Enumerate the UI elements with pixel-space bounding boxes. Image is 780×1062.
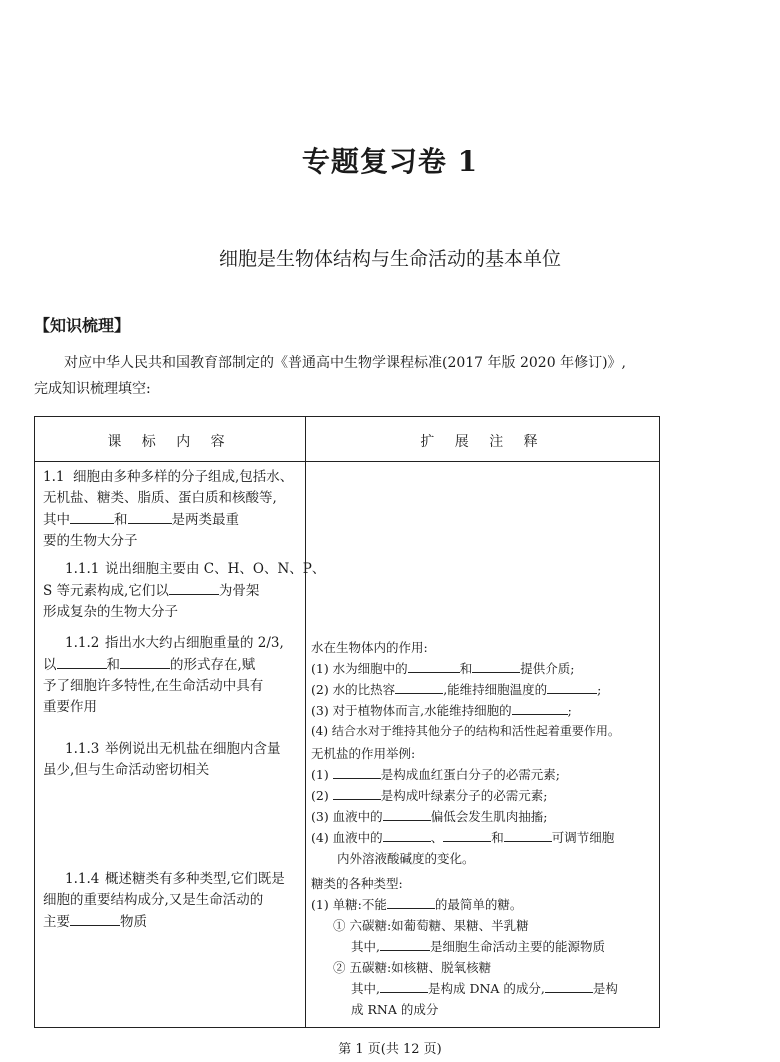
intro-line-2: 完成知识梳理填空: [34, 381, 151, 397]
fill-blank[interactable] [512, 700, 568, 715]
header-extended-notes: 扩 展 注 释 [420, 434, 546, 450]
page-subtitle: 细胞是生物体结构与生命活动的基本单位 [218, 248, 561, 270]
fill-blank[interactable] [395, 679, 443, 694]
intro-paragraph [34, 350, 754, 402]
fill-blank[interactable] [70, 911, 120, 926]
row-1-1-3-content: 1.1.3 举例说出无机盐在细胞内含量 虽少,但与生命活动密切相关 [43, 741, 281, 778]
fill-blank[interactable] [383, 827, 431, 842]
fill-blank[interactable] [383, 806, 431, 821]
fill-blank[interactable] [380, 978, 428, 993]
header-divider [35, 461, 659, 462]
intro-line-1: 对应中华人民共和国教育部制定的《普通高中生物学课程标准(2017 年版 2020 年修订)》, [64, 355, 626, 371]
fill-blank[interactable] [57, 654, 107, 669]
section-heading: 【知识梳理】 [34, 316, 131, 335]
fill-blank[interactable] [380, 936, 430, 951]
row-1-1-content: 1.1 细胞由多种多样的分子组成,包括水、 无机盐、糖类、脂质、蛋白质和核酸等, 其中 和 是两类最重 要的生物大分子 [43, 469, 294, 549]
fill-blank[interactable] [387, 894, 435, 909]
row-1-1-4-notes: 糖类的各种类型: (1) 单糖:不能 的最简单的糖。 ① 六碳糖:如葡萄糖、果糖、半乳糖 其中, 是细胞生命活动主要的能源物质 ② 五碳糖:如核糖、脱氧核糖 其中, 是构成 DNA 的成分, 是构 成 RNA 的成分 [311, 876, 618, 1017]
fill-blank[interactable] [408, 658, 460, 673]
fill-blank[interactable] [70, 509, 114, 524]
row-1-1-2-notes: 水在生物体内的作用: (1) 水为细胞中的 和 提供介质; (2) 水的比热容 ,能维持细胞温度的 ; (3) 对于植物体而言,水能维持细胞的 ; (4) 结合水对于维持其他分子的结构和活性起着重要作用。 [311, 640, 620, 738]
knowledge-table [34, 416, 660, 1028]
row-1-1-3-notes: 无机盐的作用举例: (1) 是构成血红蛋白分子的必需元素; (2) 是构成叶绿素分子的必需元素; (3) 血液中的 偏低会发生肌肉抽搐; (4) 血液中的 、 和 可调节细胞 内外溶液酸碱度的变化。 [311, 746, 615, 866]
fill-blank[interactable] [128, 509, 172, 524]
row-1-1-2-content: 1.1.2 指出水大约占细胞重量的 2/3, 以 和 的形式存在,赋 予了细胞许多特性,在生命活动中具有 重要作用 [43, 635, 284, 715]
column-divider [305, 417, 306, 1027]
fill-blank[interactable] [333, 785, 381, 800]
page-title: 专题复习卷 1 [301, 145, 479, 178]
fill-blank[interactable] [547, 679, 597, 694]
header-curriculum-content: 课 标 内 容 [107, 434, 233, 450]
page-footer: 第 1 页(共 12 页) [338, 1042, 442, 1057]
fill-blank[interactable] [169, 580, 219, 595]
fill-blank[interactable] [545, 978, 593, 993]
row-1-1-1-content: 1.1.1 说出细胞主要由 C、H、O、N、P、 S 等元素构成,它们以 为骨架 形成复杂的生物大分子 [43, 561, 326, 620]
fill-blank[interactable] [333, 764, 381, 779]
fill-blank[interactable] [472, 658, 520, 673]
row-1-1-4-content: 1.1.4 概述糖类有多种类型,它们既是 细胞的重要结构成分,又是生命活动的 主要 物质 [43, 871, 285, 930]
fill-blank[interactable] [120, 654, 170, 669]
fill-blank[interactable] [504, 827, 552, 842]
fill-blank[interactable] [443, 827, 491, 842]
